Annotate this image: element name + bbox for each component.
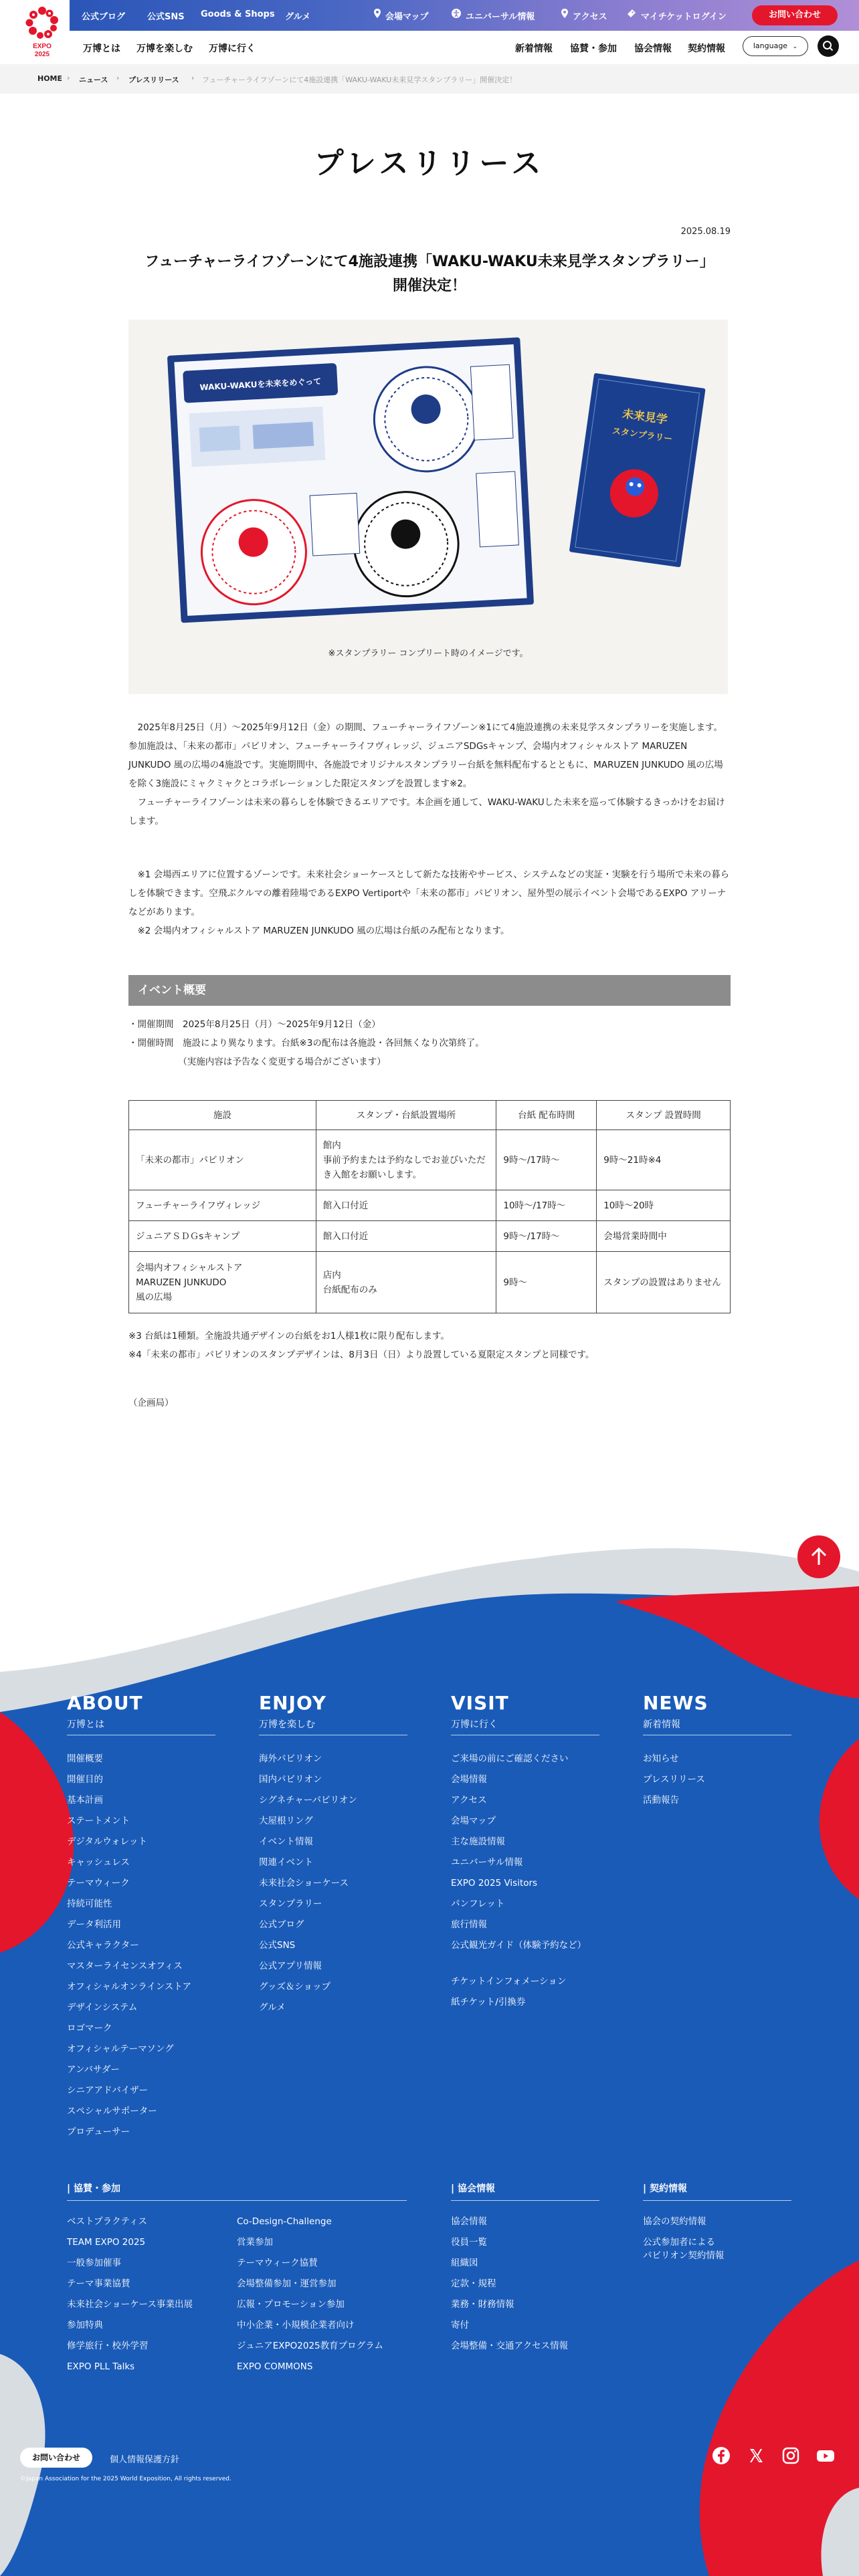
utility-link-access[interactable]: アクセス — [573, 12, 607, 22]
top-link-goods[interactable]: Goods & Shops — [201, 9, 275, 19]
search-button[interactable] — [818, 35, 839, 57]
facebook-icon[interactable] — [710, 2445, 732, 2466]
breadcrumb-current: フューチャーライフゾーンにて4施設連携「WAKU-WAKU未来見学スタンプラリー」開催決定！ — [202, 76, 517, 84]
breadcrumb-home[interactable]: HOME — [37, 74, 63, 83]
footer-divider — [643, 2200, 791, 2201]
chevron-down-icon: ⌄ — [792, 43, 798, 50]
section-heading-event-overview: イベント概要 — [128, 975, 731, 1006]
table-cell: 会場営業時間中 — [597, 1221, 731, 1252]
note-4: ※4「未来の都市」パビリオンのスタンプデザインは、8月3日（日）より設置している夏限定スタンプと同様です。 — [128, 1350, 595, 1360]
language-label: language — [753, 41, 788, 50]
nav-contracts[interactable]: 契約情報 — [688, 43, 725, 54]
footer-link[interactable]: TEAM EXPO 2025 — [67, 2237, 146, 2248]
footer-link[interactable]: 基本計画 — [67, 1795, 103, 1806]
footer-col-sub: 万博とは — [67, 1719, 104, 1730]
footer-section-title-text: 契約情報 — [650, 2183, 687, 2194]
chevron-right-icon: › — [116, 74, 120, 82]
breadcrumb — [0, 64, 859, 94]
footer-link[interactable]: 会場整備参加・運営参加 — [237, 2278, 337, 2289]
table-cell: 10時～20時 — [597, 1190, 731, 1221]
footer-link[interactable]: 組織図 — [451, 2258, 478, 2268]
location-icon — [559, 8, 570, 19]
footer-link[interactable]: チケットインフォメーション — [451, 1976, 567, 1987]
breadcrumb-news[interactable]: ニュース — [79, 76, 108, 84]
top-link-gourmet[interactable]: グルメ — [285, 12, 311, 22]
nav-about[interactable]: 万博とは — [83, 43, 120, 54]
table-header-cell: 台紙 配布時間 — [496, 1101, 597, 1130]
footer-link[interactable]: 公式キャラクター — [67, 1940, 139, 1951]
footer-link[interactable]: 会場マップ — [451, 1816, 496, 1826]
svg-text:スタンプラリー: スタンプラリー — [611, 426, 674, 445]
footer-link[interactable]: ユニバーサル情報 — [451, 1857, 523, 1868]
footer-divider — [451, 2200, 599, 2201]
footer-link[interactable]: デザインシステム — [67, 2002, 138, 2013]
footer-link[interactable]: 公式参加者による パビリオン契約情報 — [643, 2237, 725, 2261]
footer-link[interactable]: 中小企業・小規模企業者向け — [237, 2320, 355, 2331]
article-paragraph-1: 2025年8月25日（月）～2025年9月12日（金）の期間、フューチャーライフゾーン※1にて4施設連携の未来見学スタンプラリーを実施します。参加施設は、「未来の都市」パビリオン、フューチャーライフヴィレッジ、ジュニアSDGsキャンプ、会場内オフィシャルストア MARUZEN JUNKUDO 風の広場の4施設です。実施期間中、各施設でオリジナルスタンプラリー台紙を無料配布するとともに、MARUZEN JUNKUDO 風の広場を除く3施設にミャクミャクとコラボレーションした限定スタンプを設置します※2。 — [128, 722, 723, 789]
footer-link[interactable]: データ利活用 — [67, 1919, 121, 1930]
footer-section-title: | 契約情報 — [643, 2183, 687, 2194]
utility-link-ticket-login[interactable]: マイチケットログイン — [641, 12, 727, 22]
footer-link[interactable]: ご来場の前にご確認ください — [451, 1753, 569, 1764]
table-header-cell: スタンプ 設置時間 — [597, 1101, 731, 1130]
table-row — [129, 1221, 731, 1252]
breadcrumb-press[interactable]: プレスリリース — [128, 76, 179, 84]
footer-link[interactable]: 活動報告 — [643, 1795, 679, 1806]
footer-link[interactable]: 公式アプリ情報 — [259, 1961, 322, 1971]
ticket-icon — [626, 8, 637, 19]
footer-link[interactable]: デジタルウォレット — [67, 1836, 148, 1847]
footer-section-title-text: 協賛・参加 — [74, 2183, 120, 2194]
footer-link[interactable]: グルメ — [259, 2002, 286, 2013]
footer-link[interactable]: 公式観光ガイド（体験予約など） — [451, 1940, 587, 1951]
table-cell: 9時～ — [496, 1252, 597, 1313]
footer-link[interactable]: シグネチャーパビリオン — [259, 1795, 357, 1806]
article-paragraph-2: フューチャーライフゾーンは未来の暮らしを体験できるエリアです。本企画を通して、WAKU-WAKUした未来を巡って体験するきっかけをお届けします。 — [128, 797, 725, 827]
utility-link-universal[interactable]: ユニバーサル情報 — [466, 12, 535, 22]
footer-link[interactable]: お知らせ — [643, 1753, 679, 1764]
footer-link[interactable]: 関連イベント — [259, 1857, 313, 1868]
table-cell: フューチャーライフヴィレッジ — [129, 1190, 316, 1221]
logo-text: EXPO — [33, 43, 52, 50]
footnote-2: ※2 会場内オフィシャルストア MARUZEN JUNKUDO 風の広場は台紙のみ配布となります。 — [128, 926, 510, 936]
footer-link[interactable]: 大屋根リング — [259, 1816, 313, 1826]
table-header-row — [129, 1101, 731, 1130]
footer-link[interactable]: 会場情報 — [451, 1774, 487, 1785]
footer-link[interactable]: シニアアドバイザー — [67, 2085, 149, 2096]
footer-link[interactable]: EXPO 2025 Visitors — [451, 1878, 538, 1889]
stamp-rally-illustration — [128, 320, 728, 634]
top-link-blog[interactable]: 公式ブログ — [82, 12, 126, 22]
footer-link[interactable]: スペシャルサポーター — [67, 2106, 157, 2117]
footer-link[interactable]: EXPO PLL Talks — [67, 2361, 135, 2372]
footer-link[interactable]: 会場整備・交通アクセス情報 — [451, 2341, 569, 2351]
footer-link[interactable]: 紙チケット/引換券 — [451, 1997, 526, 2008]
table-cell: 9時～/17時～ — [496, 1130, 597, 1190]
footer-link[interactable]: 未来社会ショーケース事業出展 — [67, 2299, 193, 2310]
footer-contact-button[interactable]: お問い合わせ — [20, 2448, 92, 2468]
privacy-policy-link[interactable]: 個人情報保護方針 — [110, 2455, 180, 2465]
footer-link[interactable]: 主な施設情報 — [451, 1836, 505, 1847]
info-hours-note: （実施内容は予告なく変更する場合がございます） — [128, 1057, 386, 1067]
footer-link[interactable]: 公式SNS — [259, 1940, 296, 1951]
table-cell: 店内 台紙配布のみ — [316, 1252, 496, 1313]
accessibility-icon — [451, 8, 462, 19]
search-icon — [818, 35, 839, 57]
footer-link[interactable]: ロゴマーク — [67, 2023, 112, 2034]
footer-link[interactable]: オフィシャルオンラインストア — [67, 1981, 192, 1992]
footer-link[interactable]: マスターライセンスオフィス — [67, 1961, 183, 1971]
table-cell: 館入口付近 — [316, 1190, 496, 1221]
table-cell: 9時～21時※4 — [597, 1130, 731, 1190]
arrow-up-icon — [797, 1535, 840, 1578]
article-hero-image — [128, 320, 728, 694]
table-cell: ジュニアＳＤＧsキャンプ — [129, 1221, 316, 1252]
top-utility-bar — [70, 0, 859, 31]
table-cell: 館内 事前予約または予約なしでお並びいただき入館をお願いします。 — [316, 1130, 496, 1190]
footer-link[interactable]: 役員一覧 — [451, 2237, 487, 2248]
footer-link[interactable]: オフィシャルテーマソング — [67, 2044, 174, 2054]
footer-link[interactable]: 修学旅行・校外学習 — [67, 2341, 149, 2351]
table-cell: 10時～/17時～ — [496, 1190, 597, 1221]
page-title: プレスリリース — [314, 146, 545, 181]
site-header — [0, 0, 859, 64]
table-cell: 館入口付近 — [316, 1221, 496, 1252]
footer-link[interactable]: ベストプラクティス — [67, 2216, 148, 2227]
table-cell: 会場内オフィシャルストア MARUZEN JUNKUDO 風の広場 — [129, 1252, 316, 1313]
footer-link[interactable]: 海外パビリオン — [259, 1753, 322, 1764]
footer-link[interactable]: スタンプラリー — [259, 1899, 322, 1909]
footer-link[interactable]: テーマ事業協賛 — [67, 2278, 130, 2289]
footer-link[interactable]: 広報・プロモーション参加 — [237, 2299, 345, 2310]
table-row — [129, 1130, 731, 1190]
footer-link[interactable]: 旅行情報 — [451, 1919, 487, 1930]
footer-link[interactable]: イベント情報 — [259, 1836, 313, 1847]
footer-link[interactable]: ジュニアEXPO2025教育プログラム — [237, 2341, 383, 2351]
note-3: ※3 台紙は1種類。全施設共通デザインの台紙をお1人様1枚に限り配布します。 — [128, 1331, 450, 1341]
table-header-cell: 施設 — [129, 1101, 316, 1130]
footer-link[interactable]: 持続可能性 — [67, 1899, 112, 1909]
chevron-right-icon: › — [191, 74, 195, 82]
footer-col-title: ABOUT — [67, 1692, 143, 1714]
board-heading: WAKU-WAKUを未来をめぐって — [199, 376, 322, 393]
footer-link[interactable]: 開催概要 — [67, 1753, 103, 1764]
footer-link[interactable]: ステートメント — [67, 1816, 130, 1826]
table-row — [129, 1190, 731, 1221]
footer-link[interactable]: 公式ブログ — [259, 1919, 304, 1930]
utility-link-map[interactable]: 会場マップ — [385, 12, 429, 22]
footer-link[interactable]: アクセス — [451, 1795, 487, 1806]
nav-association[interactable]: 協会情報 — [634, 43, 672, 54]
contact-button[interactable]: お問い合わせ — [752, 5, 838, 25]
footer-section-title: | 協会情報 — [451, 2183, 495, 2194]
table-cell: スタンプの設置はありません — [597, 1252, 731, 1313]
nav-enjoy[interactable]: 万博を楽しむ — [136, 43, 193, 54]
footer-link[interactable]: アンバサダー — [67, 2064, 120, 2075]
table-cell: 9時～/17時～ — [496, 1221, 597, 1252]
article-title: フューチャーライフゾーンにて4施設連携「WAKU-WAKU未来見学スタンプラリー」開催決定！ — [145, 253, 714, 294]
expo-logo[interactable] — [23, 5, 62, 60]
top-link-sns[interactable]: 公式SNS — [147, 12, 185, 22]
footer-link[interactable]: 参加特典 — [67, 2320, 103, 2331]
info-hours: ・開催時間 施設により異なります。台紙※3の配布は各施設・各回無くなり次第終了。 — [128, 1038, 484, 1049]
youtube-icon[interactable] — [815, 2445, 836, 2466]
footer-link[interactable]: 協会情報 — [451, 2216, 487, 2227]
table-row — [129, 1252, 731, 1313]
footer-link[interactable]: グッズ＆ショップ — [259, 1981, 331, 1992]
image-caption: ※スタンプラリー コンプリート時のイメージです。 — [328, 649, 529, 659]
footer-link[interactable]: 開催目的 — [67, 1774, 103, 1785]
scroll-to-top-button[interactable] — [797, 1535, 840, 1578]
footer-link[interactable]: プレスリリース — [643, 1774, 705, 1785]
info-period: ・開催期間 2025年8月25日（月）～2025年9月12日（金） — [128, 1019, 381, 1030]
footer-col-title: NEWS — [643, 1692, 708, 1714]
footer-link[interactable]: プロデューサー — [67, 2127, 130, 2137]
footer-col-sub: 万博に行く — [451, 1719, 498, 1730]
footer-col-title: VISIT — [451, 1692, 509, 1714]
footer-link[interactable]: 未来社会ショーケース — [259, 1878, 349, 1889]
footer-col-sub: 新着情報 — [643, 1719, 680, 1730]
footer-link[interactable]: EXPO COMMONS — [237, 2361, 313, 2372]
footer-col-title: ENJOY — [259, 1692, 327, 1714]
footer-link[interactable]: 協会の契約情報 — [643, 2216, 706, 2227]
table-header-cell: スタンプ・台紙設置場所 — [316, 1101, 496, 1130]
footer-link[interactable]: 一般参加催事 — [67, 2258, 121, 2268]
footer-link[interactable]: 寄付 — [451, 2320, 469, 2331]
footer-link[interactable]: 営業参加 — [237, 2237, 273, 2248]
footer-section-title-text: 協会情報 — [458, 2183, 495, 2194]
footer-section-title: | 協賛・参加 — [67, 2183, 120, 2194]
booklet-title: 未来見学 — [621, 407, 668, 427]
nav-news[interactable]: 新着情報 — [515, 43, 553, 54]
language-selector[interactable] — [743, 36, 808, 56]
footer-link[interactable]: 定款・規程 — [451, 2278, 496, 2289]
footer-link[interactable]: Co-Design-Challenge — [237, 2216, 332, 2227]
footnote-1: ※1 会場西エリアに位置するゾーンです。未来社会ショーケースとして新たな技術やサービス、システムなどの実証・実験を行う場所で未来の暮らしを体験できます。空飛ぶクルマの離着陸場であるEXPO Vertiportや「未来の都市」パビリオン、屋外型の展示イベント会場であるEXPO アリーナなどがあります。 — [128, 869, 730, 918]
table-cell: 「未来の都市」パビリオン — [129, 1130, 316, 1190]
footer-link[interactable]: テーマウィーク協賛 — [237, 2258, 318, 2268]
chevron-right-icon: › — [67, 74, 70, 82]
map-pin-icon — [372, 8, 383, 19]
nav-sponsor[interactable]: 協賛・参加 — [570, 43, 617, 54]
footer-link[interactable]: キャッシュレス — [67, 1857, 130, 1868]
footer-link[interactable]: テーマウィーク — [67, 1878, 130, 1889]
article-date: 2025.08.19 — [680, 227, 731, 237]
organizer-label: （企画局） — [128, 1398, 174, 1408]
footer-link[interactable]: パンフレット — [451, 1899, 505, 1909]
footer-link[interactable]: 業務・財務情報 — [451, 2299, 514, 2310]
instagram-icon[interactable] — [780, 2445, 801, 2466]
event-table — [128, 1100, 731, 1313]
nav-visit[interactable]: 万博に行く — [209, 43, 256, 54]
x-icon[interactable] — [745, 2445, 767, 2466]
copyright: ©Japan Association for the 2025 World Exposition, All rights reserved. — [20, 2476, 231, 2482]
svg-text:2025: 2025 — [34, 51, 50, 58]
footer-link[interactable]: 国内パビリオン — [259, 1774, 322, 1785]
footer-col-sub: 万博を楽しむ — [259, 1719, 315, 1730]
footer-divider — [67, 2200, 407, 2201]
